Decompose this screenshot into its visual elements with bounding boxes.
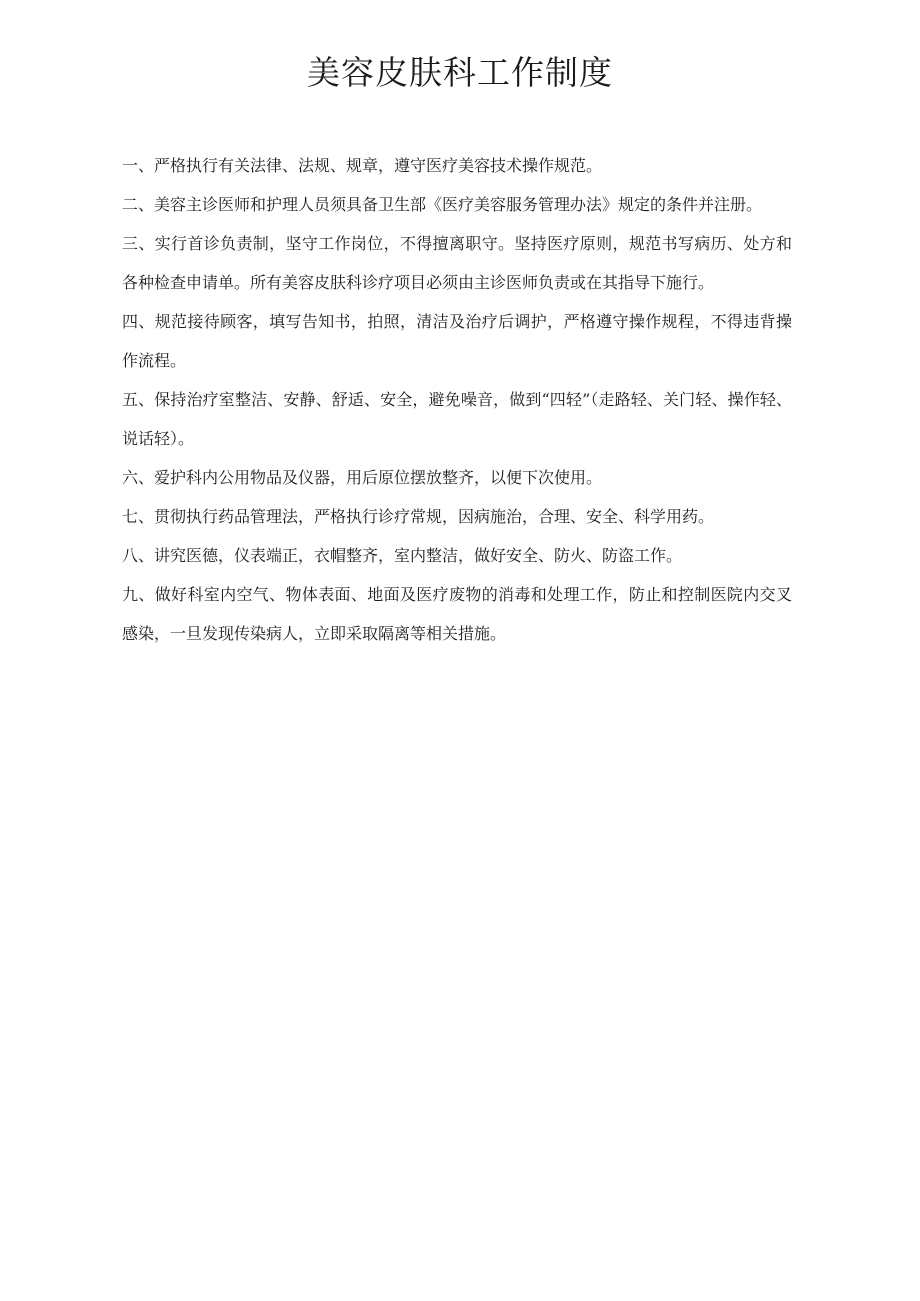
rule-item-1: 一、严格执行有关法律、法规、规章，遵守医疗美容技术操作规范。 (122, 156, 603, 175)
rule-item-3: 三、实行首诊负责制，坚守工作岗位，不得擅离职守。坚持医疗原则，规范书写病历、处方和各种检查申请单。所有美容皮肤科诊疗项目必须由主诊医师负责或在其指导下施行。 (122, 234, 792, 292)
rule-item-8: 八、讲究医德，仪表端正，衣帽整齐，室内整洁，做好安全、防火、防盗工作。 (122, 546, 683, 565)
rule-item-6: 六、爱护科内公用物品及仪器，用后原位摆放整齐，以便下次使用。 (122, 468, 603, 487)
rule-item-7: 七、贯彻执行药品管理法，严格执行诊疗常规，因病施治，合理、安全、科学用药。 (122, 507, 715, 526)
rule-item-5: 五、保持治疗室整洁、安静、舒适、安全，避免噪音，做到“四轻”（走路轻、关门轻、操作轻、说话轻）。 (122, 390, 792, 448)
rule-item-2: 二、美容主诊医师和护理人员须具备卫生部《医疗美容服务管理办法》规定的条件并注册。 (122, 195, 763, 214)
page-title: 美容皮肤科工作制度 (307, 53, 613, 92)
rule-item-9: 九、做好科室内空气、物体表面、地面及医疗废物的消毒和处理工作，防止和控制医院内交叉感染，一旦发现传染病人，立即采取隔离等相关措施。 (122, 585, 792, 643)
rule-item-4: 四、规范接待顾客，填写告知书，拍照，清洁及治疗后调护，严格遵守操作规程，不得违背操作流程。 (122, 312, 792, 370)
rules-list (122, 146, 792, 653)
